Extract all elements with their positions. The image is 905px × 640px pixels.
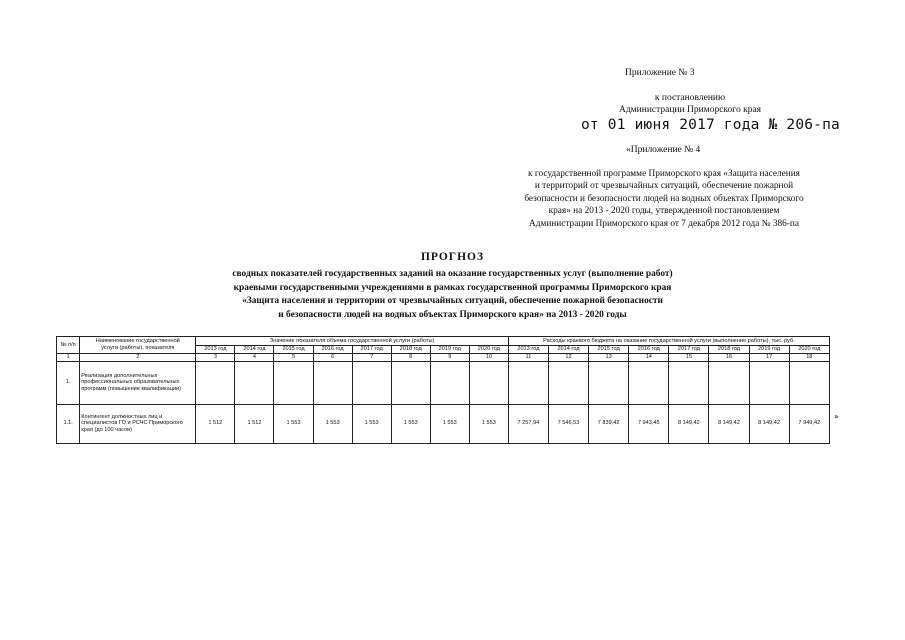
resolution-reference: [590, 92, 790, 116]
row-name: Контингент должностных лиц и специалистов ГО и РСЧС Приморского края (до 100 часов): [80, 404, 196, 443]
document-title: [150, 251, 755, 322]
volume-cell: 1 553: [274, 404, 313, 443]
year-header: 2017 год: [669, 346, 709, 354]
volume-cell: 1 512: [235, 404, 274, 443]
column-number: 2: [80, 354, 196, 362]
column-number: 18: [789, 354, 829, 362]
column-number: 8: [391, 354, 430, 362]
year-header: 2015 год: [589, 346, 629, 354]
year-header: 2013 год: [508, 346, 548, 354]
table-header-row: [57, 337, 830, 346]
table-row: [57, 361, 830, 404]
resolution-line-1: к постановлению: [654, 93, 726, 103]
row-number: 1.1.: [57, 404, 80, 443]
column-number: 4: [235, 354, 274, 362]
year-header: 2013 год: [196, 346, 235, 354]
budget-cell: 7 943,45: [629, 404, 669, 443]
volume-cell: [352, 361, 391, 404]
header-budget-group: Расходы краевого бюджета на оказание государственной услуги (выполнение работы), тыс. руб.: [508, 337, 829, 346]
column-number: 9: [430, 354, 469, 362]
title-line: краевыми государственными учреждениями в рамках государственной программы Приморского края: [233, 282, 672, 293]
program-line: и территорий от чрезвычайных ситуаций, обеспечение пожарной: [534, 181, 794, 192]
year-header: 2015 год: [274, 346, 313, 354]
volume-cell: 1 553: [391, 404, 430, 443]
attachment-4-label: «Приложение № 4: [626, 145, 701, 155]
year-header: 2016 год: [629, 346, 669, 354]
column-number: 3: [196, 354, 235, 362]
budget-cell: 8 149,42: [709, 404, 749, 443]
column-number: 11: [508, 354, 548, 362]
budget-cell: [669, 361, 709, 404]
column-number: 6: [313, 354, 352, 362]
budget-cell: 7 949,42: [789, 404, 829, 443]
volume-cell: [196, 361, 235, 404]
column-number: 7: [352, 354, 391, 362]
title-main: ПРОГНОЗ: [420, 251, 485, 263]
year-header: 2016 год: [313, 346, 352, 354]
volume-cell: [469, 361, 508, 404]
header-name-line: Наименование государственной: [95, 338, 180, 345]
year-header: 2020 год: [469, 346, 508, 354]
budget-cell: [508, 361, 548, 404]
header-number: № п/п: [57, 337, 80, 354]
year-header: 2019 год: [749, 346, 789, 354]
budget-cell: [749, 361, 789, 404]
column-number: 14: [629, 354, 669, 362]
column-number: 13: [589, 354, 629, 362]
program-line: к государственной программе Приморского края «Защита населения: [528, 169, 800, 179]
year-header: 2017 год: [352, 346, 391, 354]
volume-cell: [430, 361, 469, 404]
column-number: 5: [274, 354, 313, 362]
budget-cell: [709, 361, 749, 404]
column-number: 12: [548, 354, 588, 362]
budget-cell: 8 149,42: [669, 404, 709, 443]
budget-cell: 7 257,94: [508, 404, 548, 443]
volume-cell: [274, 361, 313, 404]
budget-cell: 7 546,53: [548, 404, 588, 443]
volume-cell: 1 553: [313, 404, 352, 443]
column-number: 16: [709, 354, 749, 362]
volume-cell: 1 512: [196, 404, 235, 443]
column-number: 17: [749, 354, 789, 362]
column-number: 1: [57, 354, 80, 362]
closing-quote-mark: »: [834, 412, 839, 421]
program-line: безопасности и безопасности людей на водных объектах Приморского: [524, 193, 804, 204]
year-header: 2014 год: [548, 346, 588, 354]
date-number-stamp: от 01 июня 2017 года № 206-па: [581, 117, 840, 133]
year-header: 2018 год: [391, 346, 430, 354]
program-reference: [505, 168, 823, 230]
header-volume-group: Значение показателя объема государственной услуги (работы): [196, 337, 509, 346]
attachment-3-label: Приложение № 3: [625, 68, 695, 78]
budget-cell: [548, 361, 588, 404]
table-row: [57, 404, 830, 443]
year-header: 2018 год: [709, 346, 749, 354]
forecast-table: [56, 336, 830, 444]
column-number-row: [57, 354, 830, 362]
title-line: сводных показателей государственных заданий на оказание государственных услуг (выполнение работ): [232, 269, 673, 279]
program-line: Администрации Приморского края от 7 декабря 2012 года № 386-па: [529, 218, 799, 229]
year-header: 2020 год: [789, 346, 829, 354]
volume-cell: [391, 361, 430, 404]
budget-cell: [629, 361, 669, 404]
header-name: [80, 337, 196, 354]
volume-cell: 1 553: [430, 404, 469, 443]
column-number: 15: [669, 354, 709, 362]
resolution-line-2: Администрации Приморского края: [618, 105, 762, 115]
year-header: 2014 год: [235, 346, 274, 354]
title-line: и безопасности людей на водных объектах Приморского края» на 2013 - 2020 годы: [278, 309, 627, 320]
title-line: «Защита населения и территории от чрезвычайных ситуаций, обеспечение пожарной безопасности: [242, 296, 663, 307]
budget-cell: 7 839,42: [589, 404, 629, 443]
header-name-line: услуги (работы), показателя: [101, 345, 175, 351]
program-line: края» на 2013 - 2020 годы, утвержденной постановлением: [548, 206, 780, 217]
budget-cell: [589, 361, 629, 404]
row-number: 1.: [57, 361, 80, 404]
budget-cell: 8 149,42: [749, 404, 789, 443]
budget-cell: [789, 361, 829, 404]
volume-cell: 1 553: [469, 404, 508, 443]
volume-cell: 1 553: [352, 404, 391, 443]
row-name: Реализация дополнительных профессиональных образовательных программ (повышение квалификации): [80, 361, 196, 404]
year-header: 2019 год: [430, 346, 469, 354]
volume-cell: [313, 361, 352, 404]
volume-cell: [235, 361, 274, 404]
column-number: 10: [469, 354, 508, 362]
